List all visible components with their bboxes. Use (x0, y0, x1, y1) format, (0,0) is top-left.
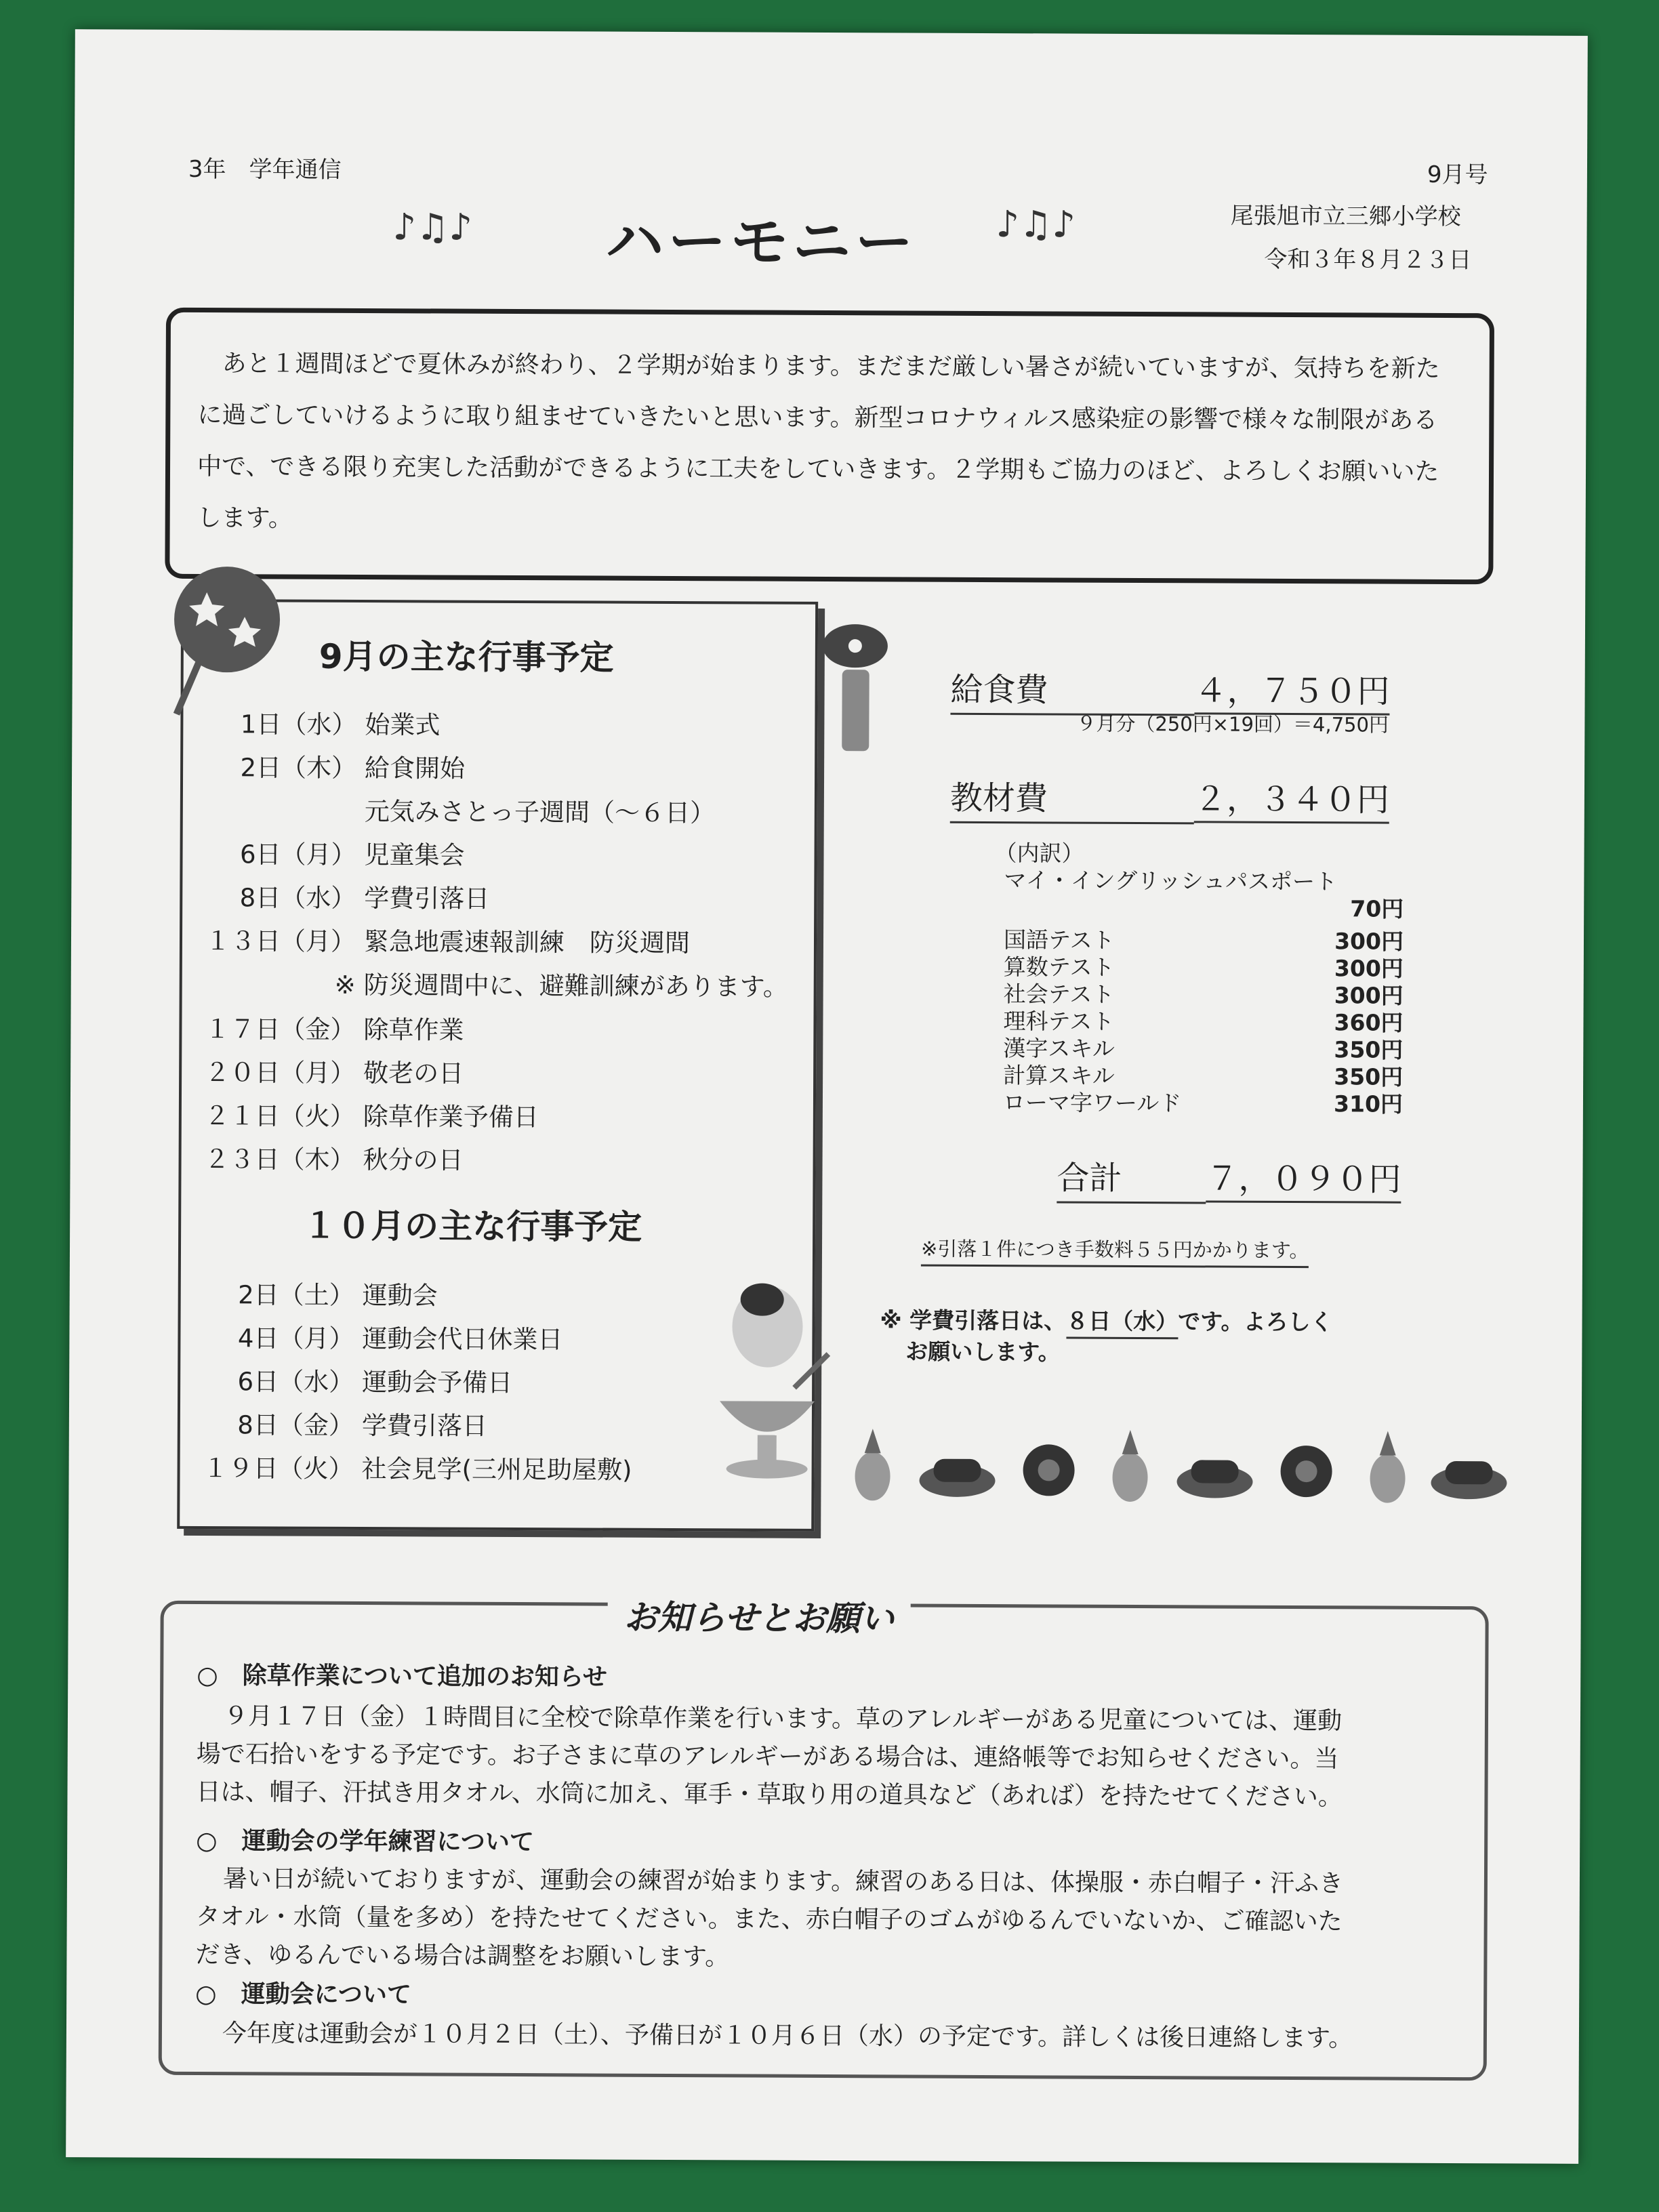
withdraw-note: ※ 学費引落日は、８日（水）です。よろしく (880, 1303, 1332, 1336)
event-row: 6日（水） 運動会予備日 (237, 1367, 513, 1397)
breakdown-row: 計算スキル 350円 (1003, 1062, 1404, 1090)
oct-events-heading: １０月の主な行事予定 (303, 1206, 642, 1247)
breakdown-label: （内訳） (994, 840, 1084, 867)
uchiwa-fan-illustration (145, 558, 281, 722)
event-row: 6日（月） 児童集会 (239, 840, 465, 870)
breakdown-row: 漢字スキル 350円 (1003, 1035, 1404, 1063)
notice-line: 日は、帽子、汗拭き用タオル、水筒に加え、軍手・草取り用の道具など（あれば）を持たせてください。 (196, 1778, 1343, 1811)
decorative-border-illustration (845, 1415, 1537, 1513)
notice-line: 今年度は運動会が１０月２日（土）、予備日が１０月６日（水）の予定です。詳しくは後日連絡します。 (222, 2020, 1353, 2053)
notice-heading: ○ 除草作業について追加のお知らせ (197, 1661, 607, 1692)
breakdown-row: 理科テスト 360円 (1003, 1008, 1404, 1036)
notice-line: だき、ゆるんでいる場合は調整をお願いします。 (195, 1940, 730, 1971)
notice-heading: ○ 運動会について (195, 1980, 412, 2009)
event-row: １９日（火） 社会見学(三州足助屋敷) (203, 1453, 632, 1485)
event-row: １３日（月） 緊急地震速報訓練 防災週間 (205, 926, 691, 958)
event-note-row: ※ 防災週間中に、避難訓練があります。 (334, 970, 788, 1002)
breakdown-row: 70円 (1350, 895, 1404, 922)
intro-line: に過ごしていけるように取り組ませていきたいと思います。新型コロナウィルス感染症の影響で様々な制限がある (197, 401, 1438, 434)
intro-line: あと１週間ほどで夏休みが終わり、２学期が始まります。まだまだ厳しい暑さが続いていますが、気持ちを新た (222, 350, 1440, 383)
event-row: 元気みさとっ子週間（～６日） (364, 797, 716, 828)
event-row: ２３日（木） 秋分の日 (204, 1144, 464, 1175)
notice-title: お知らせとお願い (608, 1591, 911, 1641)
issue-date: 令和３年８月２３日 (1264, 245, 1472, 274)
grade-label: 3年 学年通信 (188, 155, 342, 184)
breakdown-row: 国語テスト 300円 (1003, 926, 1404, 955)
event-row: ２０日（月） 敬老の日 (205, 1057, 464, 1088)
newsletter-page (66, 29, 1588, 2164)
event-row: 8日（金） 学費引落日 (237, 1410, 487, 1441)
notice-line: 暑い日が続いておりますが、運動会の練習が始まります。練習のある日は、体操服・赤白帽子・汗ふき (222, 1865, 1344, 1898)
notice-line: タオル・水筒（量を多め）を持たせてください。また、赤白帽子のゴムがゆるんでいないか、ご確認いた (195, 1902, 1343, 1936)
event-row: 1日（水） 始業式 (240, 710, 441, 740)
music-notes-left-icon: ♪♫♪ (392, 205, 473, 249)
hanging-ornament-illustration (811, 615, 899, 765)
event-row: ２１日（火） 除草作業予備日 (204, 1101, 539, 1132)
notice-line: 場で石拾いをする予定です。お子さまに草のアレルギーがある場合は、連絡帳等でお知らせください。当 (196, 1740, 1339, 1774)
breakdown-row: ローマ字ワールド 310円 (1002, 1089, 1404, 1118)
event-row: 2日（木） 給食開始 (240, 753, 466, 783)
lunch-fee-detail: ９月分（250円×19回）＝4,750円 (1076, 712, 1389, 737)
event-row: 8日（水） 学費引落日 (239, 883, 490, 914)
issue-label: 9月号 (1427, 161, 1488, 189)
newsletter-title: ハーモニー (605, 207, 918, 277)
breakdown-row: 算数テスト 300円 (1003, 954, 1404, 982)
fee-note: ※引落１件につき手数料５５円かかります。 (921, 1234, 1309, 1268)
intro-box (165, 308, 1494, 585)
intro-line: 中で、できる限り充実した活動ができるように工夫をしていきます。２学期もご協力のほど、よろしくお願いいた (197, 452, 1439, 486)
event-row: １７日（金） 除草作業 (205, 1014, 464, 1045)
intro-line: します。 (197, 504, 293, 533)
music-notes-right-icon: ♪♫♪ (996, 203, 1076, 246)
event-row: 2日（土） 運動会 (238, 1280, 438, 1311)
school-name: 尾張旭市立三郷小学校 (1230, 202, 1461, 231)
materials-fee-row: 教材費 ２，３４０円 (950, 772, 1389, 825)
withdraw-note-cont: お願いします。 (905, 1338, 1061, 1366)
shaved-ice-illustration (699, 1265, 835, 1490)
notice-line: ９月１７日（金）１時間目に全校で除草作業を行います。草のアレルギーがある児童については、運動 (223, 1702, 1343, 1736)
breakdown-row: マイ・イングリッシュパスポート (1004, 867, 1338, 895)
sept-events-heading: 9月の主な行事予定 (319, 636, 614, 678)
total-row: 合計 ７，０９０円 (1057, 1151, 1401, 1204)
notice-heading: ○ 運動会の学年練習について (196, 1826, 534, 1857)
breakdown-row: 社会テスト 300円 (1003, 981, 1404, 1009)
event-row: 4日（月） 運動会代日休業日 (237, 1324, 563, 1355)
lunch-fee-row: 給食費 ４，７５０円 (950, 663, 1389, 717)
